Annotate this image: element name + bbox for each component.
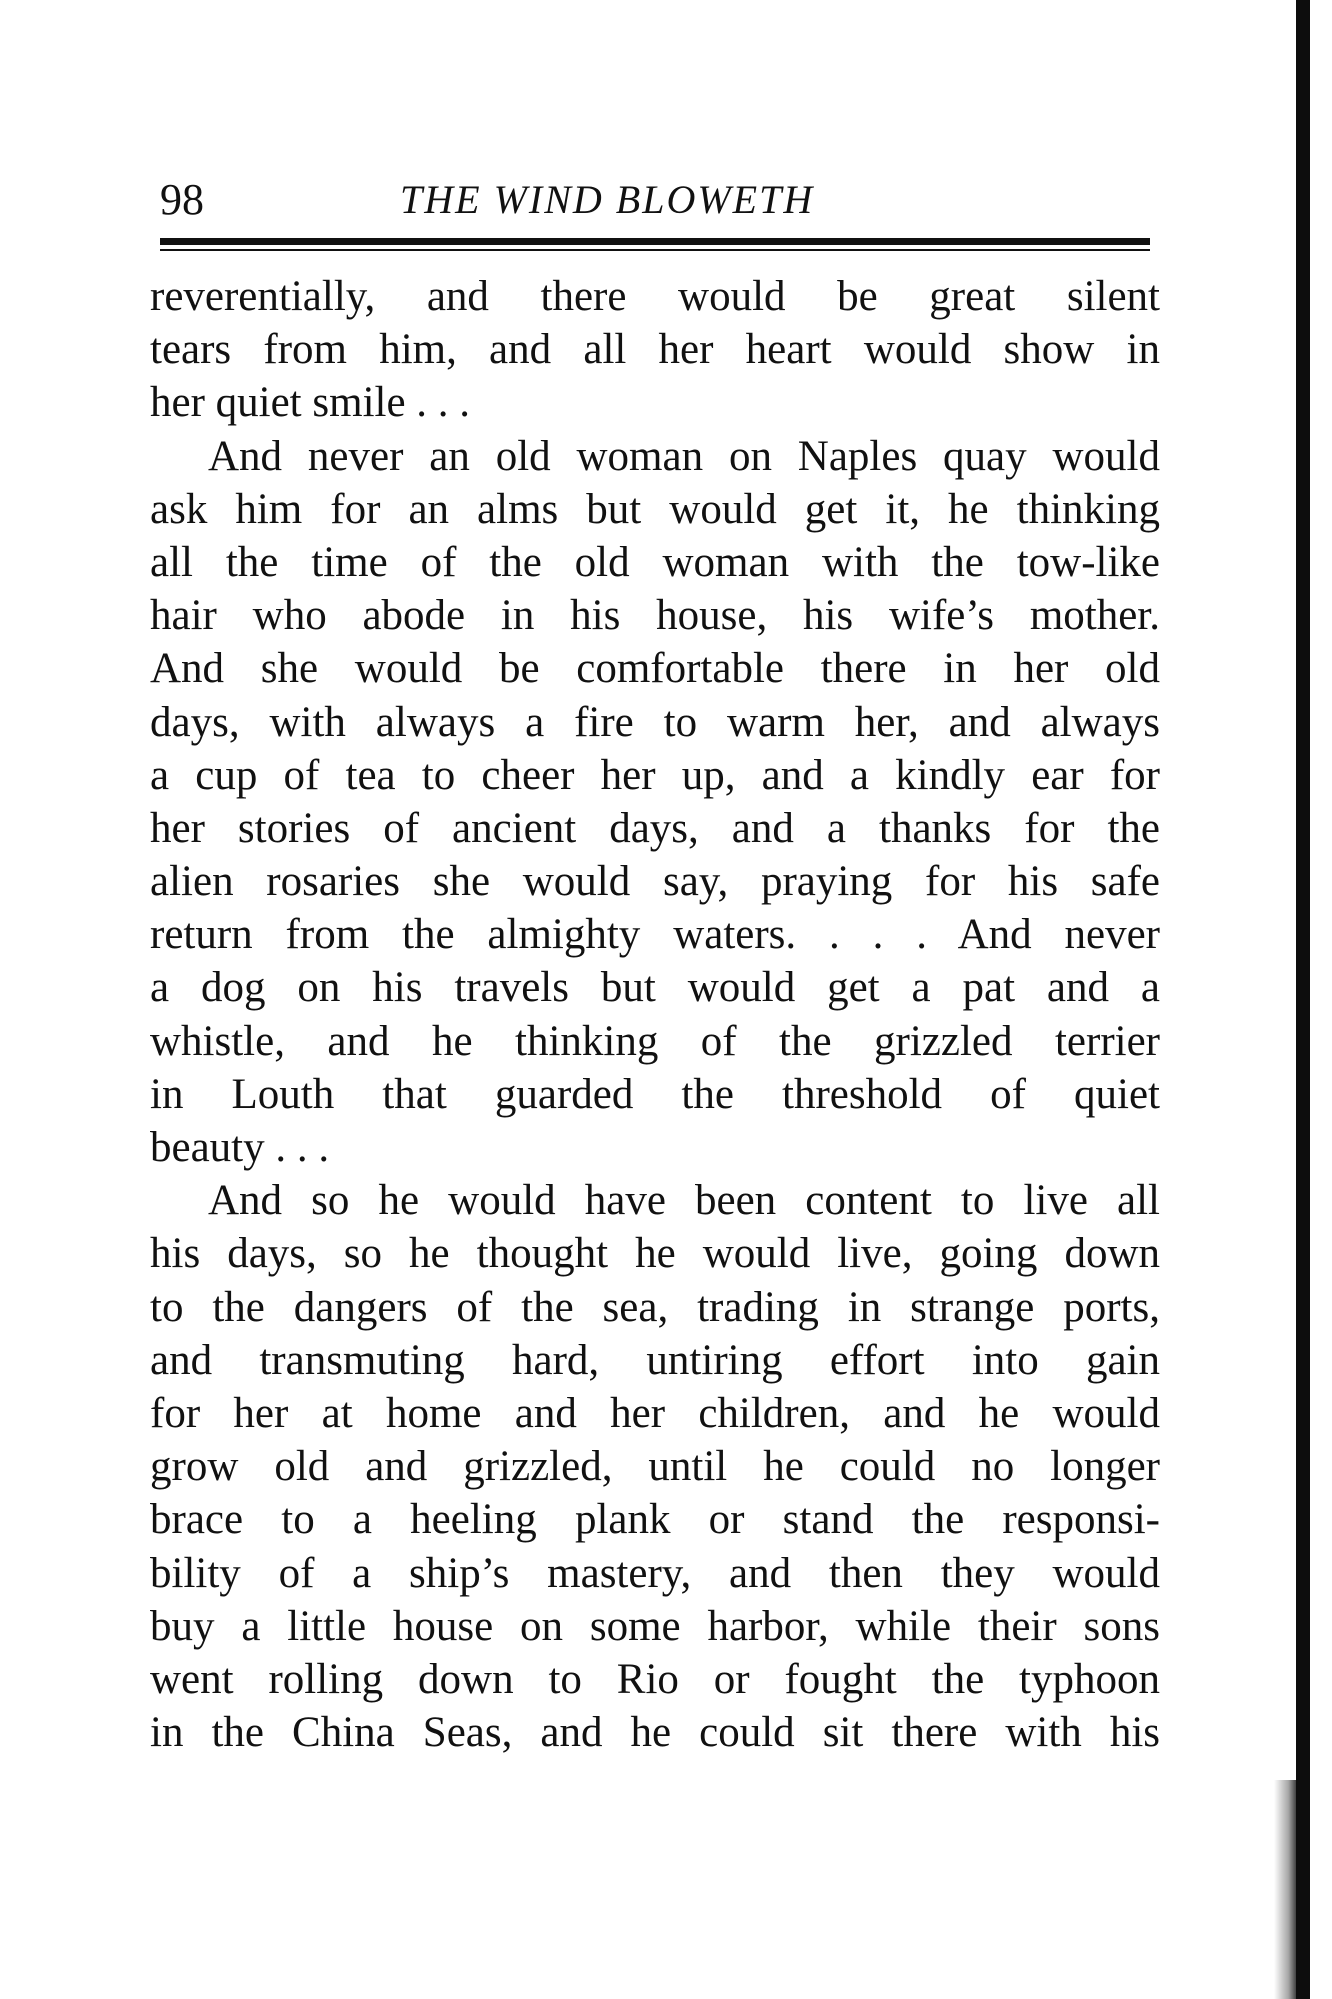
running-head xyxy=(160,172,1150,232)
page-number: 98 xyxy=(160,175,204,224)
text-line: tears from him, and all her heart would show in xyxy=(150,326,1160,374)
text-line: ask him for an alms but would get it, he thinking xyxy=(150,485,1160,533)
text-line: to the dangers of the sea, trading in strange ports, xyxy=(150,1283,1160,1331)
text-line: went rolling down to Rio or fought the typhoon xyxy=(150,1655,1160,1703)
text-line: And never an old woman on Naples quay would xyxy=(208,432,1160,480)
text-line: for her at home and her children, and he would xyxy=(150,1389,1160,1437)
text-line: and transmuting hard, untiring effort into gain xyxy=(150,1336,1160,1384)
text-line: in the China Seas, and he could sit there with his xyxy=(150,1709,1160,1757)
text-line: her stories of ancient days, and a thanks for the xyxy=(150,804,1160,852)
header-rule-thick xyxy=(160,238,1150,245)
text-line: reverentially, and there would be great silent xyxy=(150,273,1160,320)
text-line: grow old and grizzled, until he could no longer xyxy=(150,1443,1160,1491)
text-line: bility of a ship’s mastery, and then they would xyxy=(150,1549,1160,1597)
text-line: all the time of the old woman with the tow-like xyxy=(150,538,1160,586)
text-line: a cup of tea to cheer her up, and a kindly ear for xyxy=(150,751,1160,799)
text-line: days, with always a fire to warm her, and always xyxy=(150,698,1160,746)
text-line: beauty . . . xyxy=(150,1124,330,1171)
text-line: hair who abode in his house, his wife’s mother. xyxy=(150,592,1160,640)
text-line: her quiet smile . . . xyxy=(150,379,471,427)
text-line: brace to a heeling plank or stand the responsi- xyxy=(150,1496,1160,1544)
text-line: alien rosaries she would say, praying for his safe xyxy=(150,858,1160,906)
body-text xyxy=(150,270,1160,1759)
text-line: return from the almighty waters. . . . And never xyxy=(150,911,1160,959)
text-line: his days, so he thought he would live, going down xyxy=(150,1230,1160,1278)
running-title: THE WIND BLOWETH xyxy=(400,177,815,222)
text-line: whistle, and he thinking of the grizzled terrier xyxy=(150,1017,1160,1065)
text-line: in Louth that guarded the threshold of quiet xyxy=(150,1070,1160,1118)
text-line: buy a little house on some harbor, while their sons xyxy=(150,1602,1160,1650)
page-edge-spine xyxy=(1296,0,1310,1999)
text-line: And so he would have been content to live all xyxy=(208,1177,1160,1225)
text-line: And she would be comfortable there in her old xyxy=(150,645,1160,693)
header-rule-thin xyxy=(160,249,1150,251)
text-line: a dog on his travels but would get a pat and a xyxy=(150,964,1160,1012)
page-edge-shadow xyxy=(1274,1780,1298,1999)
